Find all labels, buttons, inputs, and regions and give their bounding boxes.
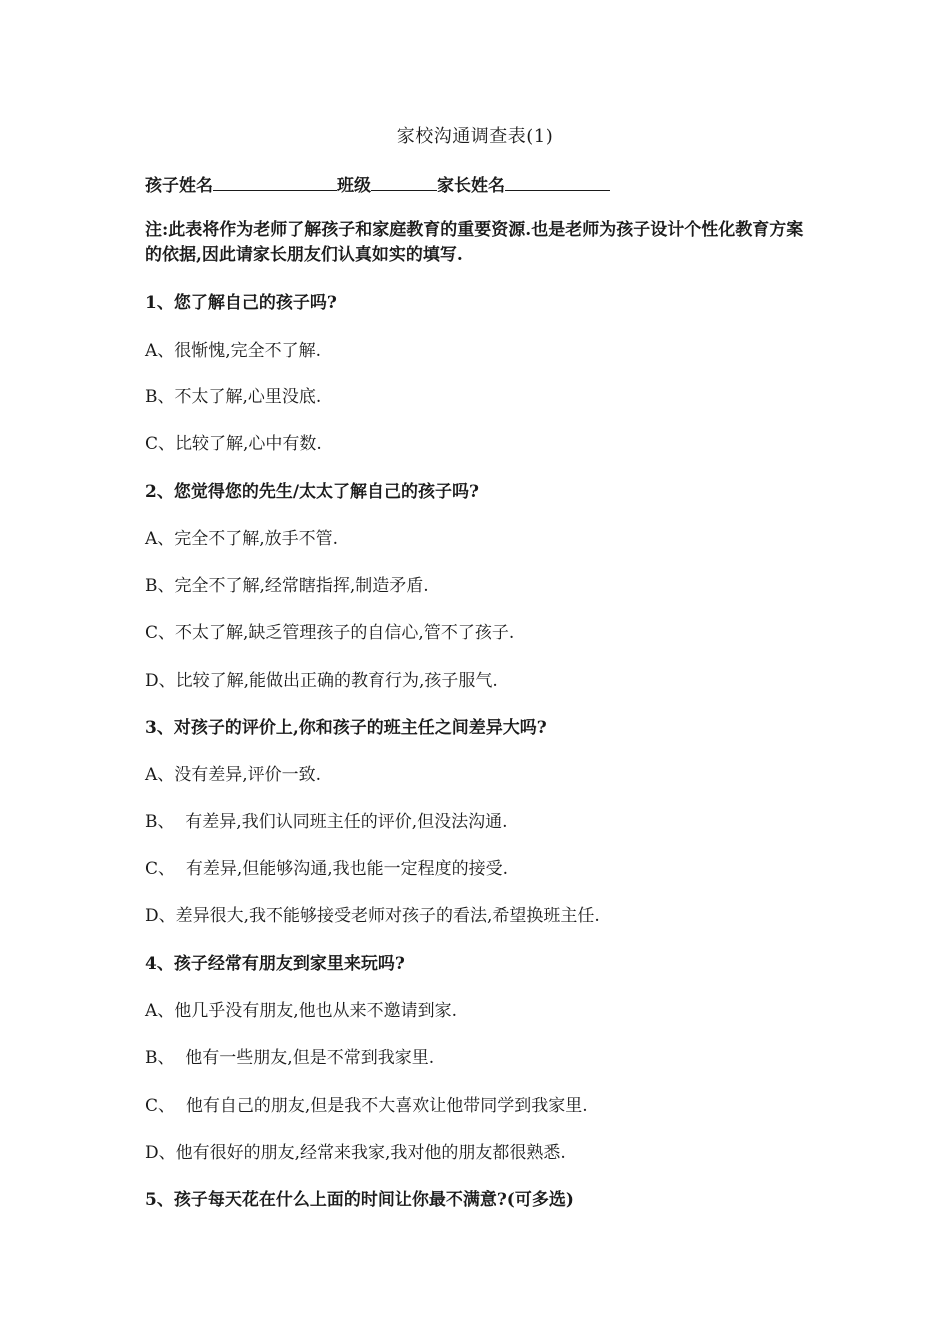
question-1-option-b: B、不太了解,心里没底. — [145, 387, 322, 407]
parent-name-field[interactable] — [505, 172, 610, 191]
child-name-label: 孩子姓名 — [145, 176, 213, 196]
parent-name-label: 家长姓名 — [437, 176, 505, 196]
question-3-option-d: D、差异很大,我不能够接受老师对孩子的看法,希望换班主任. — [145, 906, 600, 926]
question-4-option-d: D、他有很好的朋友,经常来我家,我对他的朋友都很熟悉. — [145, 1143, 566, 1163]
class-field[interactable] — [371, 172, 437, 191]
question-1: 1、您了解自己的孩子吗? — [145, 293, 337, 313]
question-3-option-b: B、 有差异,我们认同班主任的评价,但没法沟通. — [145, 812, 508, 832]
question-3: 3、对孩子的评价上,你和孩子的班主任之间差异大吗? — [145, 718, 547, 738]
question-4-option-b: B、 他有一些朋友,但是不常到我家里. — [145, 1048, 435, 1068]
question-2-option-d: D、比较了解,能做出正确的教育行为,孩子服气. — [145, 671, 498, 691]
question-2-option-b: B、完全不了解,经常瞎指挥,制造矛盾. — [145, 576, 429, 596]
question-2-option-a: A、完全不了解,放手不管. — [145, 529, 339, 549]
question-2: 2、您觉得您的先生/太太了解自己的孩子吗? — [145, 482, 479, 502]
question-1-option-c: C、比较了解,心中有数. — [145, 434, 322, 454]
document-title: 家校沟通调查表(1) — [396, 126, 554, 147]
question-4: 4、孩子经常有朋友到家里来玩吗? — [145, 954, 405, 974]
question-2-option-c: C、不太了解,缺乏管理孩子的自信心,管不了孩子. — [145, 623, 515, 643]
question-3-option-a: A、没有差异,评价一致. — [145, 765, 322, 785]
child-name-field[interactable] — [213, 172, 337, 191]
question-3-option-c: C、 有差异,但能够沟通,我也能一定程度的接受. — [145, 859, 509, 879]
question-4-option-a: A、他几乎没有朋友,他也从来不邀请到家. — [145, 1001, 458, 1021]
header-fields-row — [145, 172, 610, 198]
question-4-option-c: C、 他有自己的朋友,但是我不大喜欢让他带同学到我家里. — [145, 1096, 588, 1116]
instruction-note: 注:此表将作为老师了解孩子和家庭教育的重要资源.也是老师为孩子设计个性化教育方案的依据,因此请家长朋友们认真如实的填写. — [145, 220, 804, 265]
question-5: 5、孩子每天花在什么上面的时间让你最不满意?(可多选) — [145, 1190, 574, 1210]
question-1-option-a: A、很惭愧,完全不了解. — [145, 341, 322, 361]
class-label: 班级 — [337, 176, 371, 196]
